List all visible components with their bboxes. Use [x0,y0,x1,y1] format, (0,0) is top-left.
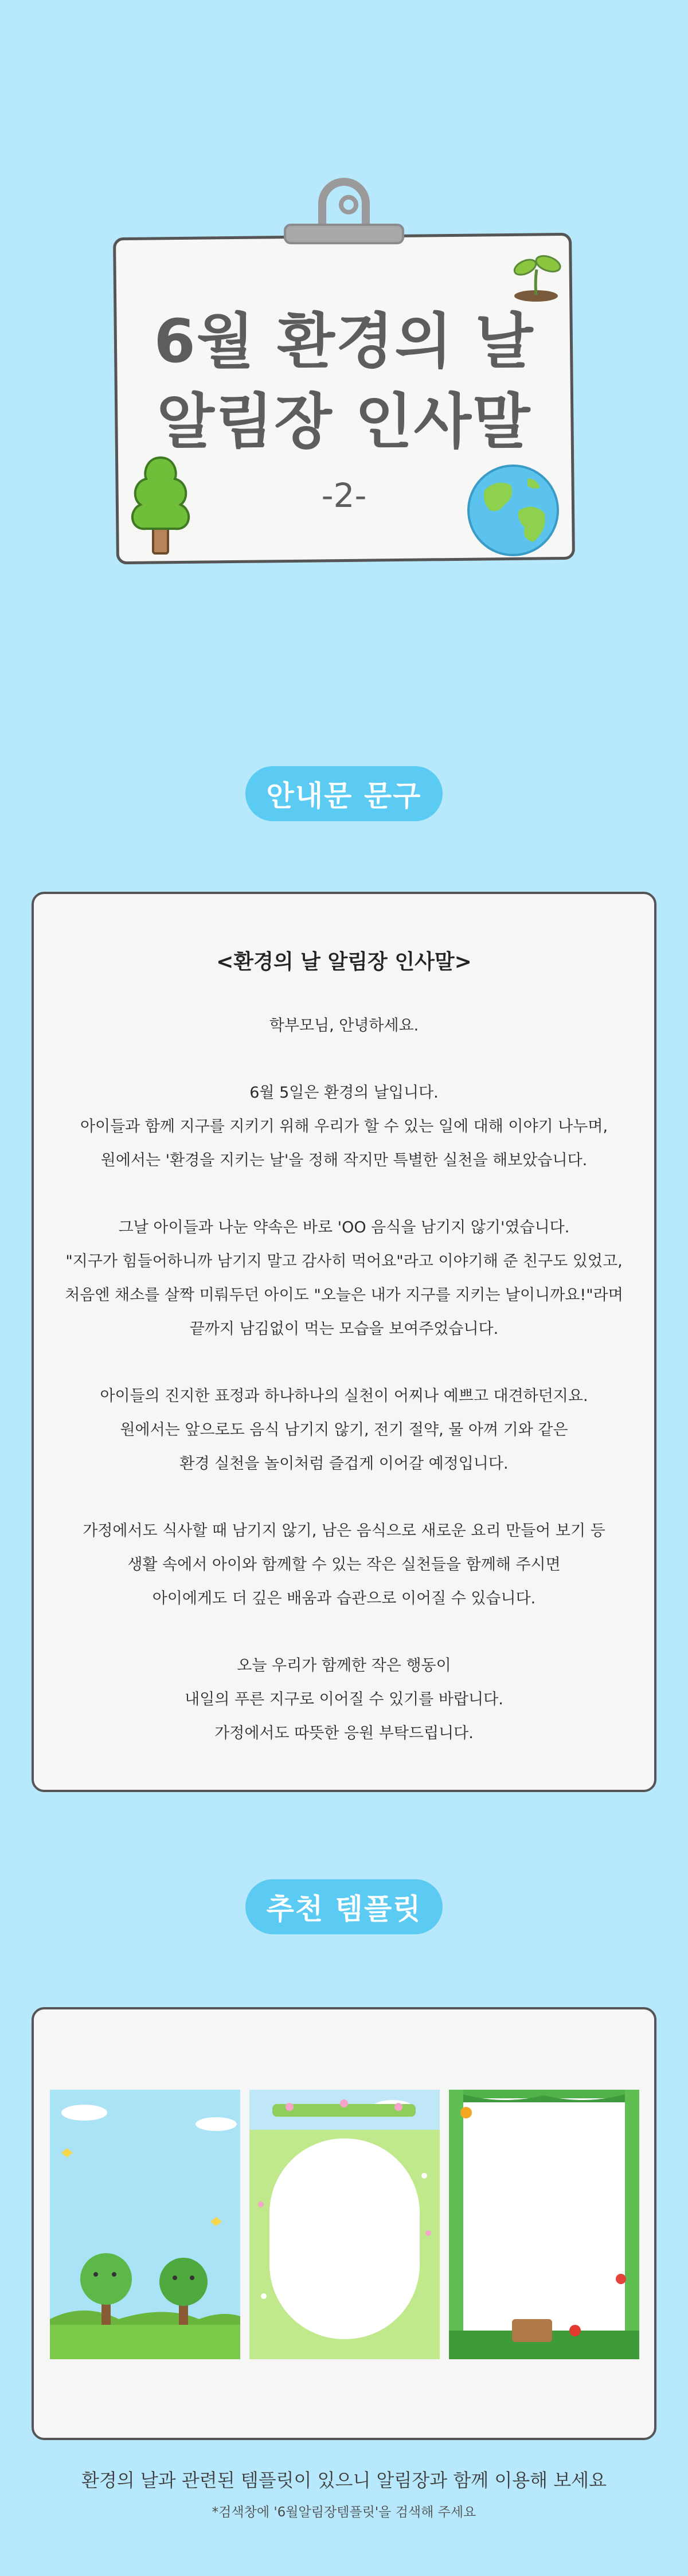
notice-line: 내일의 푸른 지구로 이어질 수 있기를 바랍니다. [185,1691,503,1708]
template-thumbnail-forest-frame[interactable] [449,2090,639,2359]
hero-title-line2: 알림장 인사말 [157,387,531,456]
sky-trees-template-icon [50,2090,240,2359]
notice-line: 원에서는 '환경을 지키는 날'을 정해 작지만 특별한 실천을 해보았습니다. [100,1152,588,1169]
tree-icon [123,453,198,556]
notice-line: 생활 속에서 아이와 함께할 수 있는 작은 실천들을 함께해 주시면 [127,1556,561,1574]
notice-line: 오늘 우리가 함께한 작은 행동이 [237,1657,451,1675]
notice-line: 끝까지 남김없이 먹는 모습을 보여주었습니다. [189,1320,499,1338]
notice-paragraph [34,1379,654,1481]
flower-arch-template-icon [249,2090,440,2359]
notice-line: 아이에게도 더 깊은 배움과 습관으로 이어질 수 있습니다. [152,1590,536,1607]
hero-title [115,301,573,462]
earth-icon [464,462,562,559]
notice-line: 학부모님, 안녕하세요. [269,1017,419,1035]
notice-paragraph [34,1076,654,1177]
hero-title-line1: 6월 환경의 날 [154,306,534,376]
notice-body [34,1009,654,1783]
notice-line: 아이들의 진지한 표정과 하나하나의 실천이 어찌나 예쁘고 대견하던지요. [100,1387,588,1405]
section-notice-label: 안내문 문구 [245,766,443,821]
notice-line: 처음엔 채소를 살짝 미뤄두던 아이도 "오늘은 내가 지구를 지키는 날이니까요!"라며 [65,1286,623,1304]
notice-paragraph [34,1211,654,1346]
notice-paragraph [34,1514,654,1615]
sprout-icon [505,241,568,304]
notice-line: 아이들과 함께 지구를 지키기 위해 우리가 할 수 있는 일에 대해 이야기 나누며, [80,1118,608,1135]
section-templates-label: 추천 템플릿 [245,1879,443,1934]
notice-paragraph [34,1649,654,1750]
notice-line: 가정에서도 따뜻한 응원 부탁드립니다. [214,1724,474,1742]
notice-line: 원에서는 앞으로도 음식 남기지 않기, 전기 절약, 물 아껴 기와 같은 [120,1421,568,1439]
hero-clipboard [115,178,573,568]
template-thumbnail-flower-arch[interactable] [249,2090,440,2359]
clip-bar-icon [284,224,404,244]
footer-guide-text: 환경의 날과 관련된 템플릿이 있으니 알림장과 함께 이용해 보세요 [81,2469,607,2491]
hero-subtitle: -2- [321,476,367,515]
footer-search-note: *검색창에 '6월알림장템플릿'을 검색해 주세요 [212,2505,476,2520]
notice-line: 그날 아이들과 나눈 약속은 바로 'OO 음식을 남기지 않기'였습니다. [118,1219,570,1236]
notice-title: <환경의 날 알림장 인사말> [216,950,472,974]
notice-line: 6월 5일은 환경의 날입니다. [249,1084,439,1102]
template-thumbnail-sky-trees[interactable] [50,2090,240,2359]
forest-frame-template-icon [449,2090,639,2359]
notice-line: 가정에서도 식사할 때 남기지 않기, 남은 음식으로 새로운 요리 만들어 보기 등 [83,1522,605,1540]
notice-line: 환경 실천을 놀이처럼 즐겁게 이어갈 예정입니다. [179,1455,509,1473]
notice-paragraph [34,1009,654,1043]
clip-ring-icon [318,178,370,224]
notice-line: "지구가 힘들어하니까 남기지 말고 감사히 먹어요"라고 이야기해 준 친구도 있었고, [65,1252,623,1270]
templates-card [32,2007,656,2440]
notice-card [32,892,656,1792]
